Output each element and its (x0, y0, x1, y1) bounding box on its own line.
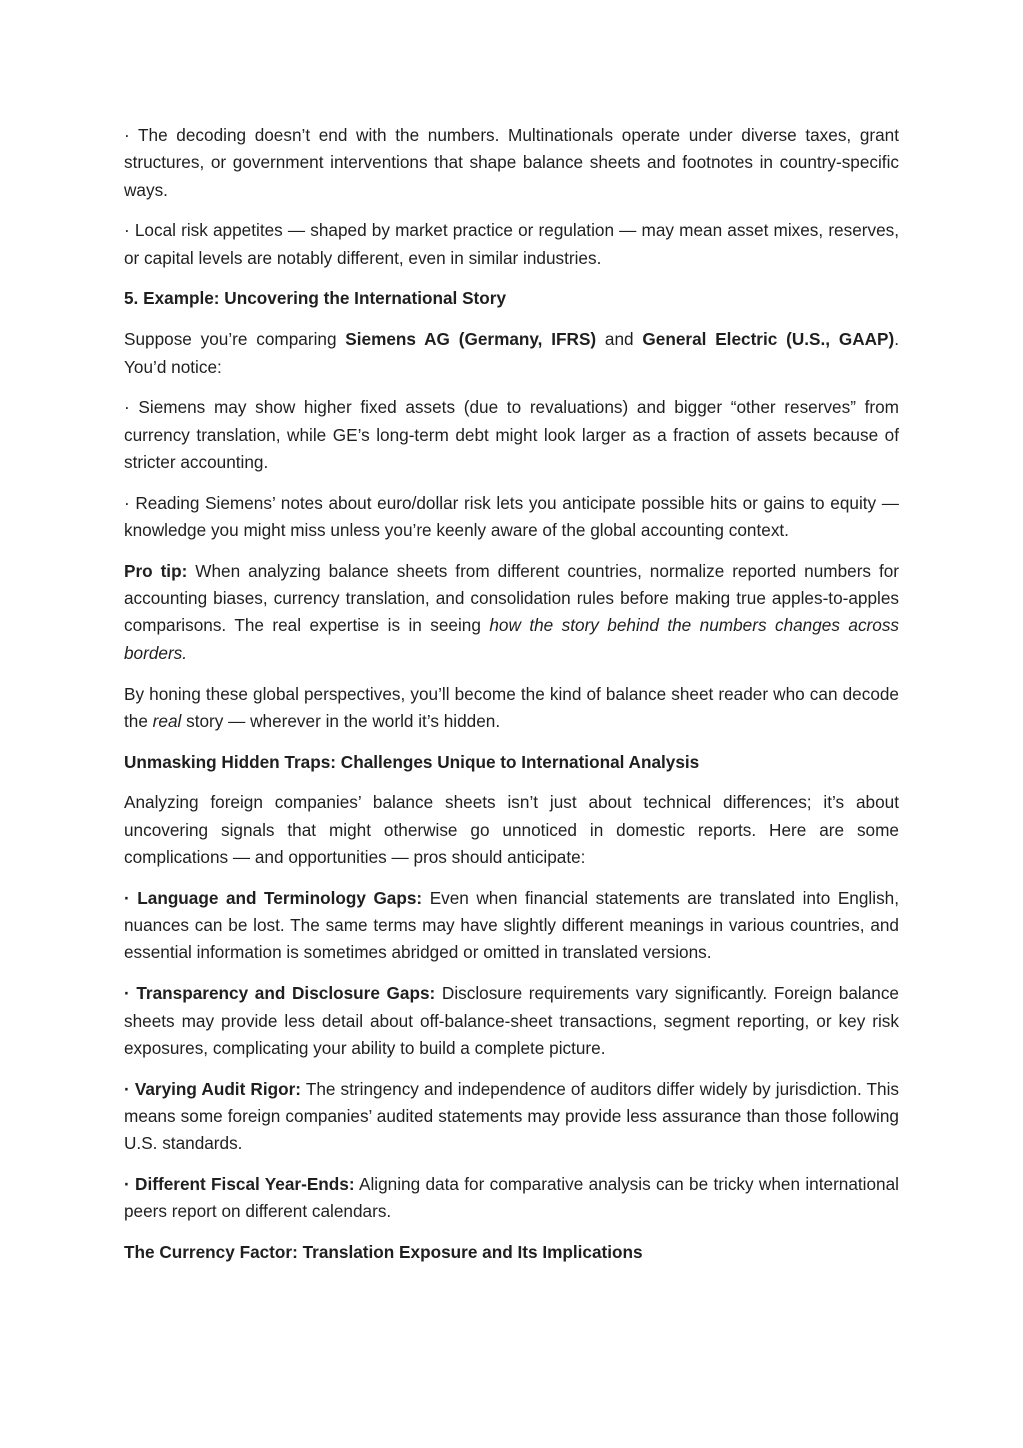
pro-tip-italic: how the story behind the numbers changes across borders. (124, 615, 900, 663)
example-lead-text-3: . You’d notice: (124, 329, 899, 377)
example-bullet-fixed-assets: · Siemens may show higher fixed assets (due to revaluations) and bigger “other reserves” from currency translation, while GE’s long-term debt might look larger as a fraction of assets because of stricter accounting. (124, 397, 899, 472)
example-lead (124, 326, 899, 381)
trap-item-text: Disclosure requirements vary significantly. Foreign balance sheets may provide less detail about off-balance-sheet transactions, segment reporting, or key risk exposures, complicating your ability to build a complete picture. (124, 983, 899, 1058)
trap-item-label: · Varying Audit Rigor: (124, 1078, 302, 1099)
trap-item-language (124, 885, 899, 967)
traps-heading: Unmasking Hidden Traps: Challenges Unique to International Analysis (124, 751, 700, 772)
trap-item-text: Aligning data for comparative analysis can be tricky when international peers report on different calendars. (124, 1174, 899, 1222)
pro-tip (124, 558, 899, 667)
currency-heading: The Currency Factor: Translation Exposure and Its Implications (124, 1242, 643, 1263)
document-page (124, 122, 899, 1280)
example-lead-siemens: Siemens AG (Germany, IFRS) (345, 329, 597, 350)
example-lead-text-1: Suppose you’re comparing (124, 329, 346, 350)
closing-text-1: By honing these global perspectives, you’ll become the kind of balance sheet reader who can decode the (124, 683, 899, 731)
trap-item-text: Even when financial statements are translated into English, nuances can be lost. The same terms may have slightly different meanings in various countries, and essential information is sometimes abridged or omitted in translated versions. (124, 887, 899, 963)
trap-item-text: The stringency and independence of auditors differ widely by jurisdiction. This means some foreign companies’ audited statements may provide less assurance than those following U.S. standards. (124, 1078, 899, 1154)
intro-bullet-taxes: · The decoding doesn’t end with the numbers. Multinationals operate under diverse taxes, grant structures, or government interventions that shape balance sheets and footnotes in country-specific ways. (124, 125, 899, 200)
trap-item-label: · Language and Terminology Gaps: (124, 887, 423, 908)
closing-italic-real: real (152, 710, 182, 731)
pro-tip-label: Pro tip: (124, 560, 188, 581)
example-lead-ge: General Electric (U.S., GAAP) (642, 329, 895, 350)
pro-tip-text: When analyzing balance sheets from different countries, normalize reported numbers for accounting biases, currency translation, and consolidation rules before making true apples-to-apples comparisons. The real expertise is in seeing (124, 560, 900, 636)
closing-paragraph (124, 681, 899, 736)
intro-bullet-risk-appetites: · Local risk appetites — shaped by market practice or regulation — may mean asset mixes, reserves, or capital levels are notably different, even in similar industries. (124, 220, 899, 268)
trap-item-transparency (124, 980, 899, 1062)
trap-item-label: · Transparency and Disclosure Gaps: (124, 983, 436, 1004)
example-lead-text-2: and (596, 329, 643, 350)
example-bullet-notes: · Reading Siemens’ notes about euro/dollar risk lets you anticipate possible hits or gains to equity — knowledge you might miss unless you’re keenly aware of the global accounting context. (124, 492, 899, 541)
trap-item-audit (124, 1076, 899, 1158)
trap-item-fiscal-year (124, 1171, 899, 1226)
example-heading: 5. Example: Uncovering the International Story (124, 288, 507, 309)
closing-text-2: story — wherever in the world it’s hidden. (181, 710, 501, 731)
trap-item-label: · Different Fiscal Year-Ends: (124, 1174, 355, 1194)
traps-intro: Analyzing foreign companies’ balance sheets isn’t just about technical differences; it’s about uncovering signals that might otherwise go unnoticed in domestic reports. Here are some complications — and opportunities — pros should anticipate: (124, 792, 899, 868)
